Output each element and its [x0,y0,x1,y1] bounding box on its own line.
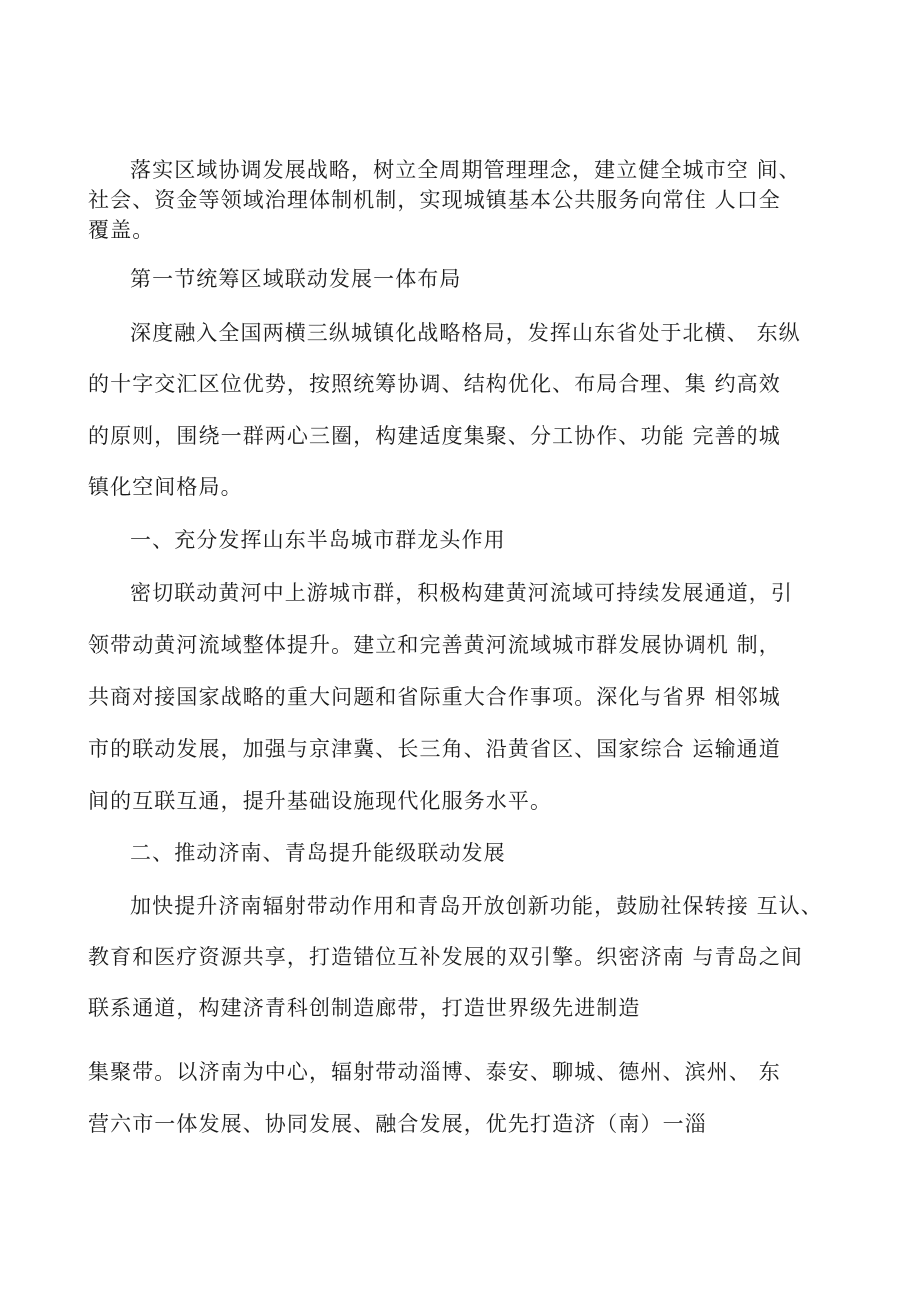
body-1-line-1: 密切联动黄河中上游城市群，积极构建黄河流域可持续发展通道，引 [130,581,793,605]
section-body-line-4: 镇化空间格局。 [88,475,243,499]
body-3-line-1: 集聚带。以济南为中心，辐射带动淄博、泰安、聊城、德州、滨州、 东 [88,1060,781,1084]
body-2-line-2: 教育和医疗资源共享，打造错位互补发展的双引擎。织密济南 与青岛之间 [88,945,803,969]
body-1-line-4: 市的联动发展，加强与京津冀、长三角、沿黄省区、国家综合 运输通道 [88,737,781,761]
section-heading: 第一节统筹区域联动发展一体布局 [130,267,462,291]
section-body-line-2: 的十字交汇区位优势，按照统筹协调、结构优化、布局合理、集 约高效 [88,372,781,396]
body-2-line-3: 联系通道，构建济青科创制造廊带，打造世界级先进制造 [88,996,641,1020]
body-2-line-1: 加快提升济南辐射带动作用和青岛开放创新功能，鼓励社保转接 互认、 [130,894,823,918]
body-1-line-3: 共商对接国家战略的重大问题和省际重大合作事项。深化与省界 相邻城 [88,685,781,709]
body-3-line-2: 营六市一体发展、协同发展、融合发展，优先打造济（南）一淄 [88,1112,707,1136]
body-1-line-2: 领带动黄河流域整体提升。建立和完善黄河流域城市群发展协调机 制， [88,633,781,657]
subheading-1: 一、充分发挥山东半岛城市群龙头作用 [130,528,506,552]
section-body-line-1: 深度融入全国两横三纵城镇化战略格局，发挥山东省处于北横、 东纵 [130,321,801,345]
subheading-2: 二、推动济南、青岛提升能级联动发展 [130,841,506,865]
intro-line-2: 社会、资金等领域治理体制机制，实现城镇基本公共服务向常住 人口全 [88,188,781,212]
intro-line-1: 落实区域协调发展战略，树立全周期管理理念，建立健全城市空 间、 [130,158,801,182]
intro-line-3: 覆盖。 [88,218,155,242]
body-1-line-5: 间的互联互通，提升基础设施现代化服务水平。 [88,789,553,813]
section-body-line-3: 的原则，围绕一群两心三圈，构建适度集聚、分工协作、功能 完善的城 [88,424,781,448]
